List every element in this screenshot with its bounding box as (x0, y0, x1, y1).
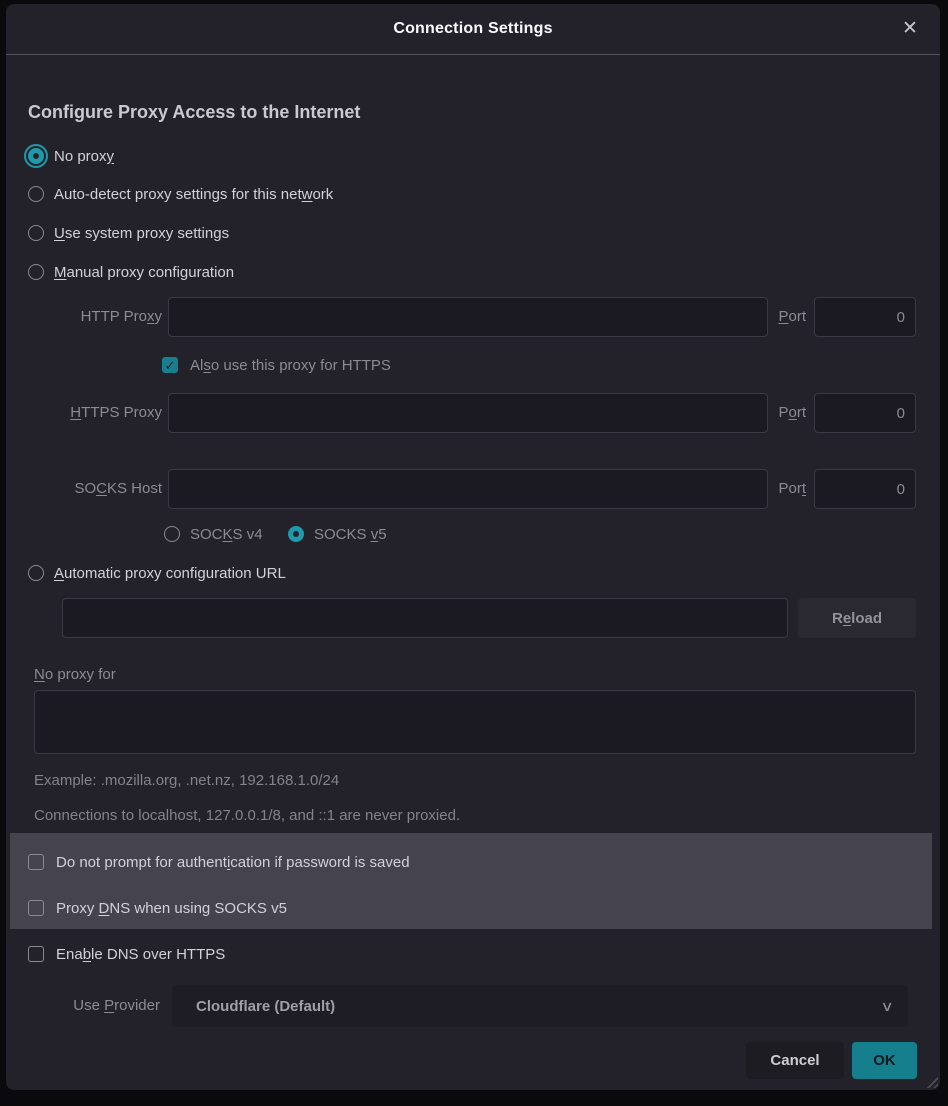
no-proxy-example: Example: .mozilla.org, .net.nz, 192.168.1.0/24 (34, 772, 340, 789)
label-segment: SOC (190, 525, 223, 543)
http-proxy-input (168, 297, 768, 337)
socks-host-label (22, 469, 162, 509)
label-segment: KS Host (106, 480, 162, 497)
label-segment: o proxy for (44, 666, 116, 683)
radio-row-auto-url[interactable] (28, 563, 286, 583)
check-icon: ✓ (164, 357, 176, 373)
no-proxy-for-textarea (34, 690, 916, 754)
label-segment: o use this proxy for HTTPS (210, 356, 391, 374)
accesskey: y (106, 147, 115, 165)
radio-icon-auto-detect[interactable] (28, 186, 44, 202)
accesskey: s (203, 356, 211, 374)
radio-row-no-proxy[interactable] (28, 146, 114, 166)
checkbox-proxy-dns[interactable] (28, 900, 44, 916)
enable-doh-label (56, 946, 225, 963)
http-port-label (770, 297, 806, 337)
label-segment: Auto-detect proxy settings for this net (54, 185, 302, 203)
radio-row-manual-proxy[interactable] (28, 262, 234, 282)
accesskey: o (788, 404, 797, 421)
accesskey: M (54, 263, 67, 281)
dialog-titlebar (6, 4, 940, 55)
socks-port-label (770, 469, 806, 509)
radio-icon-socks-v4 (164, 526, 180, 542)
no-proxy-for-label (34, 666, 116, 683)
label-segment: Proxy (56, 899, 99, 917)
accesskey: t (801, 480, 806, 497)
socks-v5-radio-row (288, 525, 387, 543)
radio-label-system-proxy (54, 225, 229, 242)
label-segment: ort (788, 308, 806, 325)
radio-label-no-proxy (54, 148, 114, 165)
accesskey: U (54, 224, 65, 242)
share-proxy-checkbox-row (162, 356, 391, 374)
radio-icon-socks-v5 (288, 526, 304, 542)
http-port-input (814, 297, 916, 337)
accesskey: x (147, 308, 155, 325)
accesskey: A (54, 564, 65, 582)
label-segment: TTPS Proxy (81, 404, 162, 421)
cancel-button[interactable]: Cancel (746, 1042, 844, 1079)
share-proxy-label (190, 357, 391, 374)
checkbox-row-proxy-dns[interactable] (28, 899, 287, 917)
label-segment: Por (778, 480, 802, 497)
socks-v4-label (190, 526, 263, 543)
checkbox-share-https (162, 357, 178, 373)
socks-host-input (168, 469, 768, 509)
accesskey: P (104, 997, 115, 1014)
accesskey: D (98, 899, 110, 917)
dialog-title: Connection Settings (393, 20, 553, 37)
label-segment: Al (190, 356, 204, 374)
radio-row-auto-detect[interactable] (28, 184, 333, 204)
label-segment: Use (73, 997, 105, 1014)
chevron-down-icon: ∨ (880, 997, 894, 1014)
accesskey: K (222, 525, 233, 543)
label-segment: SOCKS (314, 525, 371, 543)
radio-icon-no-proxy[interactable] (28, 148, 44, 164)
radio-label-manual-proxy (54, 264, 234, 281)
label-segment: SO (74, 480, 97, 497)
accesskey: P (778, 308, 789, 325)
https-port-input (814, 393, 916, 433)
label-segment: Ena (56, 945, 83, 963)
radio-icon-manual-proxy[interactable] (28, 264, 44, 280)
connection-settings-dialog (6, 4, 940, 1090)
doh-provider-selected-option: Cloudflare (Default) (196, 997, 336, 1015)
label-segment: HTTP Pro (80, 308, 147, 325)
reload-button (798, 598, 916, 638)
no-auth-prompt-label (56, 854, 410, 871)
label-segment: utomatic proxy configuration URL (64, 564, 286, 582)
label-segment: NS when using SOCKS v5 (109, 899, 287, 917)
accesskey: N (34, 666, 45, 683)
section-heading: Configure Proxy Access to the Internet (28, 102, 361, 122)
auto-config-url-input (62, 598, 788, 638)
auto-url-label (54, 565, 286, 582)
checkbox-row-no-auth-prompt[interactable] (28, 853, 410, 871)
resize-grip-icon[interactable] (924, 1074, 938, 1088)
label-segment: rovider (114, 997, 160, 1014)
https-port-label (770, 393, 806, 433)
label-segment: 5 (378, 525, 387, 543)
label-segment: cation if password is saved (230, 853, 410, 871)
label-segment: No prox (54, 147, 107, 165)
checkbox-row-enable-doh[interactable] (28, 945, 225, 963)
radio-row-system-proxy[interactable] (28, 223, 229, 243)
checkbox-no-auth-prompt[interactable] (28, 854, 44, 870)
accesskey: i (226, 853, 231, 871)
label-segment: y (154, 308, 162, 325)
accesskey: v (370, 525, 379, 543)
label-segment: ork (312, 185, 334, 203)
https-proxy-label (22, 393, 162, 433)
label-segment: S v4 (232, 525, 263, 543)
radio-icon-system-proxy[interactable] (28, 225, 44, 241)
checkbox-enable-doh[interactable] (28, 946, 44, 962)
label-segment: rt (796, 404, 806, 421)
label-segment: R (831, 609, 843, 627)
accesskey: H (70, 404, 82, 421)
socks-v4-radio-row (164, 525, 263, 543)
label-segment: P (778, 404, 789, 421)
label-segment: se system proxy settings (64, 224, 230, 242)
label-segment: load (851, 609, 883, 627)
proxy-dns-label (56, 900, 287, 917)
localhost-note: Connections to localhost, 127.0.0.1/8, and ::1 are never proxied. (34, 807, 461, 824)
https-proxy-input (168, 393, 768, 433)
label-segment: anual proxy configuration (66, 263, 235, 281)
radio-icon-auto-url[interactable] (28, 565, 44, 581)
accesskey: b (82, 945, 92, 963)
accesskey: w (301, 185, 313, 203)
http-proxy-label (22, 297, 162, 337)
socks-port-input (814, 469, 916, 509)
use-provider-label (22, 985, 160, 1027)
label-segment: Do not prompt for authent (56, 853, 227, 871)
socks-v5-label (314, 526, 387, 543)
accesskey: C (96, 480, 107, 497)
label-segment: le DNS over HTTPS (91, 945, 226, 963)
accesskey: e (842, 609, 852, 627)
radio-label-auto-detect (54, 186, 333, 203)
ok-button[interactable]: OK (852, 1042, 917, 1079)
close-icon[interactable]: ✕ (902, 18, 918, 39)
doh-provider-select (172, 985, 908, 1027)
